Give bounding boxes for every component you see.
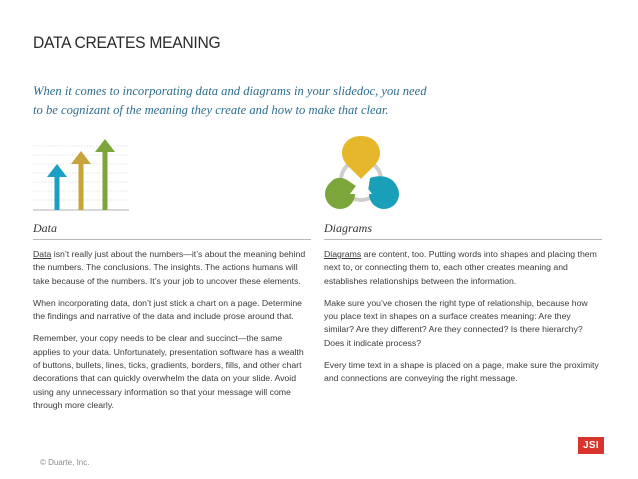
diagrams-link-word[interactable]: Diagrams [324, 249, 362, 259]
data-paragraph-1-text: isn’t really just about the numbers—it’s about the meaning behind the numbers. The conclusions. The insights. The actions humans will take because of the numbers. It’s your job to uncover these elements. [33, 249, 306, 286]
rising-arrows-icon [33, 136, 133, 214]
data-paragraph-2: When incorporating data, don’t just stick a chart on a page. Determine the findings and narrative of the data and include prose around that. [33, 297, 302, 322]
data-heading: Data [33, 220, 311, 240]
arrow-gold [71, 151, 91, 210]
intro-line-1: When it comes to incorporating data and diagrams in your slidedoc, you need [33, 84, 427, 98]
jsi-logo: JSI [578, 437, 604, 454]
arrow-green [95, 139, 115, 210]
intro-line-2: to be cognizant of the meaning they create and how to make that clear. [33, 103, 389, 117]
intro-text [33, 82, 523, 120]
diagrams-heading: Diagrams [324, 220, 602, 240]
copyright-footer: © Duarte, Inc. [40, 458, 90, 467]
diagrams-paragraph-3: Every time text in a shape is placed on a page, make sure the proximity and connections are conveying the right message. [324, 360, 599, 384]
data-paragraph-3: Remember, your copy needs to be clear and succinct—the same applies to your data. Unfortunately, presentation software has a wealth of buttons, bullets, lines, ticks, gradients, borders, fills, and other chart decorations that can quickly overwhelm the data on your slide. Avoid using any unnecessary information so that your message will come through more clearly. [33, 333, 304, 410]
slide-title: DATA CREATES MEANING [33, 33, 221, 52]
data-paragraph-1 [33, 248, 311, 288]
diagrams-paragraph-1 [324, 248, 602, 288]
three-petal-diagram-icon [318, 136, 428, 214]
diagrams-illustration [324, 136, 602, 214]
data-link-word[interactable]: Data [33, 249, 52, 259]
data-column [33, 136, 311, 412]
petal-teal-fill [369, 179, 399, 209]
diagrams-column [324, 136, 602, 386]
diagrams-paragraph-2: Make sure you’ve chosen the right type of relationship, because how you place text in shapes on a surface creates meaning: Are they similar? Are they different? Are they connected? Is there hierarchy? Does it indicate process? [324, 297, 588, 348]
petal-yellow [342, 136, 380, 179]
arrow-blue [47, 164, 67, 210]
diagrams-paragraph-1-text: are content, too. Putting words into shapes and placing them next to, or connecting them to, each other creates meaning and establishes relationships between the information. [324, 249, 597, 286]
data-illustration [33, 136, 311, 214]
